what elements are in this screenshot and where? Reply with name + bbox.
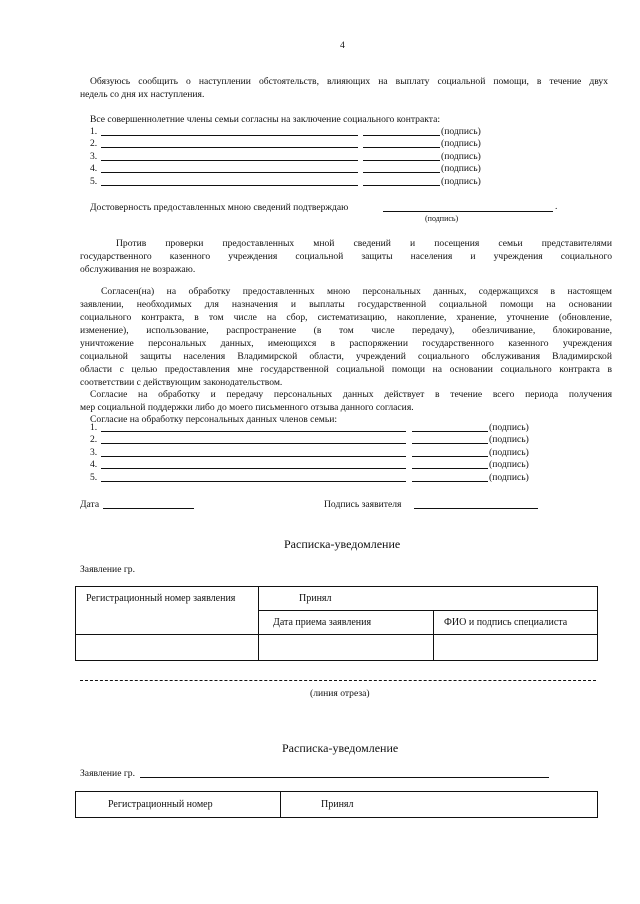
family-signature-line[interactable] [412, 431, 488, 432]
receipt-1-title: Расписка-уведомление [284, 537, 401, 551]
receipt-1-fio-header: ФИО и подпись специалиста [434, 611, 598, 635]
consent-line-1: Согласен(на) на обработку предоставленных мною персональных данных, содержащихся в настоящем [101, 286, 612, 297]
minors-row-number: 3. [90, 150, 98, 162]
family-row-number: 5. [90, 471, 98, 483]
receipt-1-reg-number-cell[interactable] [76, 635, 259, 661]
family-name-line[interactable] [101, 443, 406, 444]
family-row-number: 2. [90, 434, 98, 446]
applicant-signature-line[interactable] [414, 508, 538, 509]
confirm-text: Достоверность предоставленных мною сведений подтверждаю [90, 202, 349, 213]
receipt-2-table [75, 791, 598, 818]
receipt-1-col1-header: Регистрационный номер заявления [76, 587, 259, 635]
inspection-line-3: обслуживания не возражаю. [80, 264, 196, 275]
receipt-1-statement-label: Заявление гр. [80, 564, 135, 575]
receipt-2-statement-line[interactable] [140, 777, 549, 778]
minors-name-line[interactable] [101, 185, 358, 186]
minors-signature-label: (подпись) [441, 150, 481, 162]
cut-line [80, 680, 596, 681]
receipt-1-date-header: Дата приема заявления [259, 611, 434, 635]
family-consent-heading: Согласие на обработку персональных данных членов семьи: [90, 414, 338, 425]
applicant-signature-label: Подпись заявителя [324, 499, 402, 510]
family-signature-label: (подпись) [489, 459, 529, 471]
minors-name-line[interactable] [101, 147, 358, 148]
confirm-signature-label: (подпись) [425, 214, 459, 223]
minors-name-line[interactable] [101, 172, 358, 173]
family-row-number: 1. [90, 422, 98, 433]
family-signature-label: (подпись) [489, 471, 529, 483]
receipt-2-col1-header: Регистрационный номер [76, 792, 281, 818]
family-signature-label: (подпись) [489, 446, 529, 458]
receipt-1-col2-header: Принял [259, 587, 598, 611]
minors-name-line[interactable] [101, 160, 358, 161]
receipt-2-statement-label: Заявление гр. [80, 768, 135, 779]
minors-signature-label: (подпись) [441, 163, 481, 175]
family-name-line[interactable] [101, 481, 406, 482]
family-row-number: 4. [90, 459, 98, 471]
family-name-line[interactable] [101, 431, 406, 432]
inspection-line-1: Против проверки предоставленных мной сведений и посещения семьи представителями [116, 238, 612, 249]
inspection-line-2: государственного казенного учреждения социальной защиты населения и учреждения социального [80, 251, 612, 262]
confirm-period: . [555, 201, 558, 212]
minors-signature-line[interactable] [363, 147, 440, 148]
page-number: 4 [340, 40, 345, 51]
receipt-1-fio-cell[interactable] [434, 635, 598, 661]
family-signature-line[interactable] [412, 468, 488, 469]
minors-heading: Все совершеннолетние члены семьи согласны на заключение социального контракта: [90, 114, 440, 125]
minors-row-number: 1. [90, 126, 98, 137]
minors-signature-line[interactable] [363, 172, 440, 173]
consent-line-5: уничтожение персональных данных, имеющихся в распоряжении государственного казенного учреждения [80, 338, 612, 349]
family-row-number: 3. [90, 446, 98, 458]
minors-signature-line[interactable] [363, 135, 440, 136]
minors-signature-label: (подпись) [441, 175, 481, 187]
date-line[interactable] [103, 508, 194, 509]
receipt-2-col2-header: Принял [281, 792, 598, 818]
minors-signature-line[interactable] [363, 160, 440, 161]
receipt-1-table [75, 586, 598, 661]
minors-row-number: 5. [90, 175, 98, 187]
family-signature-line[interactable] [412, 443, 488, 444]
obligation-line-1: Обязуюсь сообщить о наступлении обстоятельств, влияющих на выплату социальной помощи, в течение двух [90, 76, 608, 87]
consent-line-7: области с целью предоставления мне государственной социальной помощи на основании социального контракта в [80, 364, 612, 375]
minors-signature-line[interactable] [363, 185, 440, 186]
family-name-line[interactable] [101, 456, 406, 457]
consent-validity-line-2: мер социальной поддержки либо до моего письменного отзыва данного согласия. [80, 402, 414, 413]
obligation-line-2: недель со дня их наступления. [80, 89, 205, 100]
receipt-1-date-cell[interactable] [259, 635, 434, 661]
cut-line-label: (линия отреза) [310, 688, 370, 699]
minors-name-line[interactable] [101, 135, 358, 136]
family-signature-line[interactable] [412, 456, 488, 457]
consent-line-3: социального контракта, в том числе на сбор, систематизацию, накопление, хранение, уточнение (обновление, [80, 312, 612, 323]
consent-last-line: соответствии с действующим законодательством. [80, 377, 283, 388]
date-label: Дата [80, 499, 100, 510]
minors-signature-label: (подпись) [441, 126, 481, 137]
receipt-2-title: Расписка-уведомление [282, 741, 399, 755]
family-name-line[interactable] [101, 468, 406, 469]
family-signature-line[interactable] [412, 481, 488, 482]
consent-line-4: изменение), использование, распространение (в том числе передачу), обезличивание, блокирование, [80, 325, 612, 336]
consent-line-2: заявлении, необходимых для назначения и выплаты государственной социальной помощи на основании [80, 299, 612, 310]
family-signature-label: (подпись) [489, 434, 529, 446]
confirm-signature-line[interactable] [383, 211, 553, 212]
minors-row-number: 4. [90, 163, 98, 175]
consent-validity-line-1: Согласие на обработку и передачу персональных данных действует в течение всего периода получения [90, 389, 612, 400]
minors-signature-label: (подпись) [441, 138, 481, 150]
consent-line-6: социальной защиты населения Владимирской области, учреждений социального обслуживания Владимирской [80, 351, 612, 362]
minors-row-number: 2. [90, 138, 98, 150]
family-signature-label: (подпись) [489, 422, 529, 433]
